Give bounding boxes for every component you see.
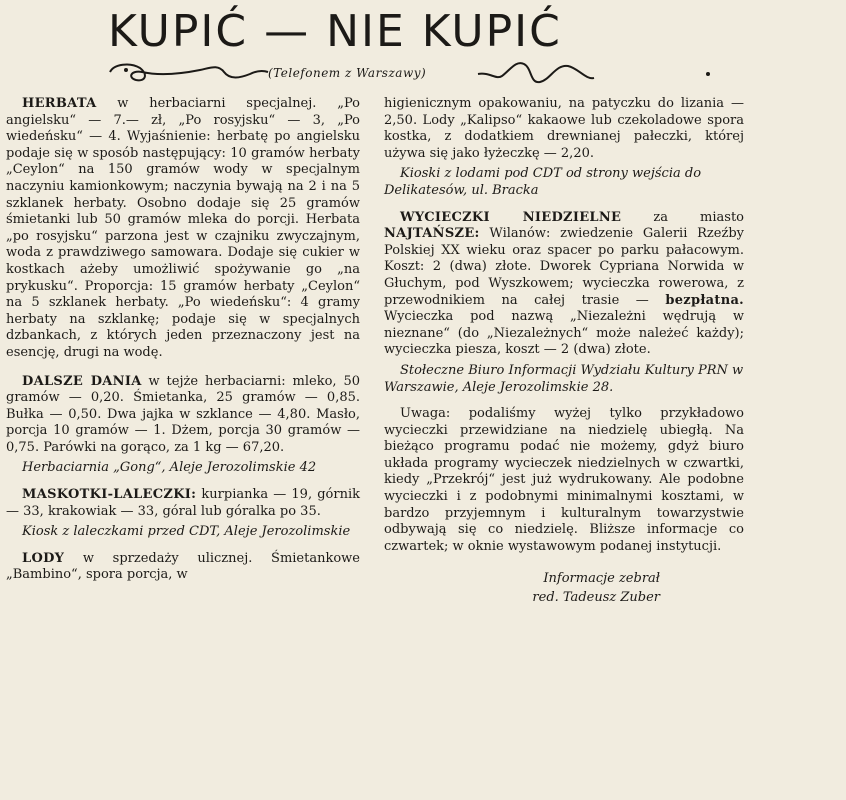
telephone-cord-ornament	[100, 54, 760, 94]
left-column	[6, 96, 360, 584]
article-maskotki	[6, 487, 360, 520]
byline: (Telefonem z Warszawy)	[268, 66, 427, 80]
decorative-dot	[706, 72, 710, 76]
article-body: w tejże herbaciarni: mleko, 50 gramów — 0,20. Śmietanka, 25 gramów — 0,85. Bułka — 0,50. Dwa jajka w szklance — 4,80. Masło, porcja 10 gramów — 1. Dżem, porcja 30 gramów — 0,75. Parówki na gorąco, za 1 kg — 67,20.	[6, 373, 360, 455]
page-title: KUPIĆ — NIE KUPIĆ	[108, 6, 562, 57]
article-body: w sprzedaży ulicznej. Śmietankowe „Bambino“, spora porcja, w	[6, 550, 360, 583]
free-label: bezpłatna.	[665, 292, 744, 308]
article-body: w herbaciarni specjalnej. „Po angielsku“ — 7.— zł, „Po rosyjsku“ — 3, „Po wiedeńsku“ — 4. Wyjaśnienie: herbatę po angielsku podaje się w sposób następujący: 10 gramów herbaty „Ceylon“ na 150 gramów wody w specjalnym naczyniu kamionkowym; naczynia bywają na 2 i na 5 szklanek herbaty. Osobno dodaje się 25 gramów śmietanki lub 50 gramów mleka do porcji. Herbata „po rosyjsku“ parzona jest w czajniku zwyczajnym, woda z prawdziwego samowara. Dodaje się cukier w kostkach ażeby umożliwić spożywanie go „na prykusku“. Proporcja: 15 gramów herbaty „Ceylon“ na 5 szklanek herbaty. „Po wiedeńsku“: 4 gramy herbaty na szklankę; podaje się w specjalnych dzbankach, z których jeden przeznaczony jest na esencję, drugi na wodę.	[6, 96, 360, 360]
article-source: Kiosk z laleczkami przed CDT, Aleje Jerozolimskie	[22, 524, 351, 540]
article-source: Stołeczne Biuro Informacji Wydziału Kultury PRN w Warszawie, Aleje Jerozolimskie 28.	[384, 362, 744, 395]
article-lead: DALSZE DANIA	[22, 373, 142, 389]
article-source: Herbaciarnia „Gong“, Aleje Jerozolimskie 42	[22, 460, 317, 476]
article-lead: HERBATA	[22, 96, 97, 111]
article-uwaga: Uwaga: podaliśmy wyżej tylko przykładowo wycieczki przewidziane na niedzielę ubiegłą. Na bieżąco programu podać nie możemy, gdyż biuro układa programy wycieczek niedzielnych w czwartki, kiedy „Przekrój“ jest już wydrukowany. Ale podobne wycieczki i z podobnymi minimalnymi kosztami, w bardzo przyjemnym i kulturalnym towarzystwie odbywają się co niedzielę. Bliższe informacje co czwartek; w oknie wystawowym podanej instytucji.	[384, 406, 744, 554]
article-text: za miasto	[621, 209, 744, 225]
right-column	[384, 96, 744, 607]
article-lody-continued: higienicznym opakowaniu, na patyczku do lizania — 2,50. Lody „Kalipso“ kakaowe lub czekoladowe spora kostka, z dodatkiem drewnianej pałeczki, której używa się jako łyżeczkę — 2,20.	[384, 96, 744, 161]
article-dalsze-dania	[6, 374, 360, 457]
article-lead: LODY	[22, 550, 65, 566]
article-lead: WYCIECZKI NIEDZIELNE	[400, 209, 622, 225]
article-body: Wilanów: zwiedzenie Galerii Rzeźby Polskiej XX wieku oraz spacer po parku pałacowym. Koszt: 2 (dwa) złote. Dworek Cypriana Norwida w Głuchym, pod Wyszkowem; wycieczka rowerowa, z przewodnikiem na całej trasie —	[384, 226, 744, 308]
article-lody-start	[6, 551, 360, 584]
article-lead: NAJTAŃSZE:	[384, 226, 480, 242]
article-body: kurpianka — 19, górnik — 33, krakowiak — 33, góral lub góralka po 35.	[6, 487, 360, 519]
byline-row	[100, 54, 760, 94]
article-source: Kioski z lodami pod CDT od strony wejścia do Delikatesów, ul. Bracka	[384, 166, 702, 198]
article-herbata	[6, 96, 360, 362]
signature-line: Informacje zebrał	[543, 571, 660, 587]
article-wycieczki	[384, 210, 744, 359]
article-lead: MASKOTKI-LALECZKI:	[22, 487, 197, 503]
signature-name: red. Tadeusz Zuber	[532, 590, 660, 606]
spacer	[6, 362, 360, 374]
signature	[384, 569, 744, 607]
article-body: Wycieczka pod nazwą „Niezależni wędrują w nieznane“ (do „Niezależnych“ może należeć każdy); wycieczka piesza, koszt — 2 (dwa) złote.	[384, 309, 744, 358]
